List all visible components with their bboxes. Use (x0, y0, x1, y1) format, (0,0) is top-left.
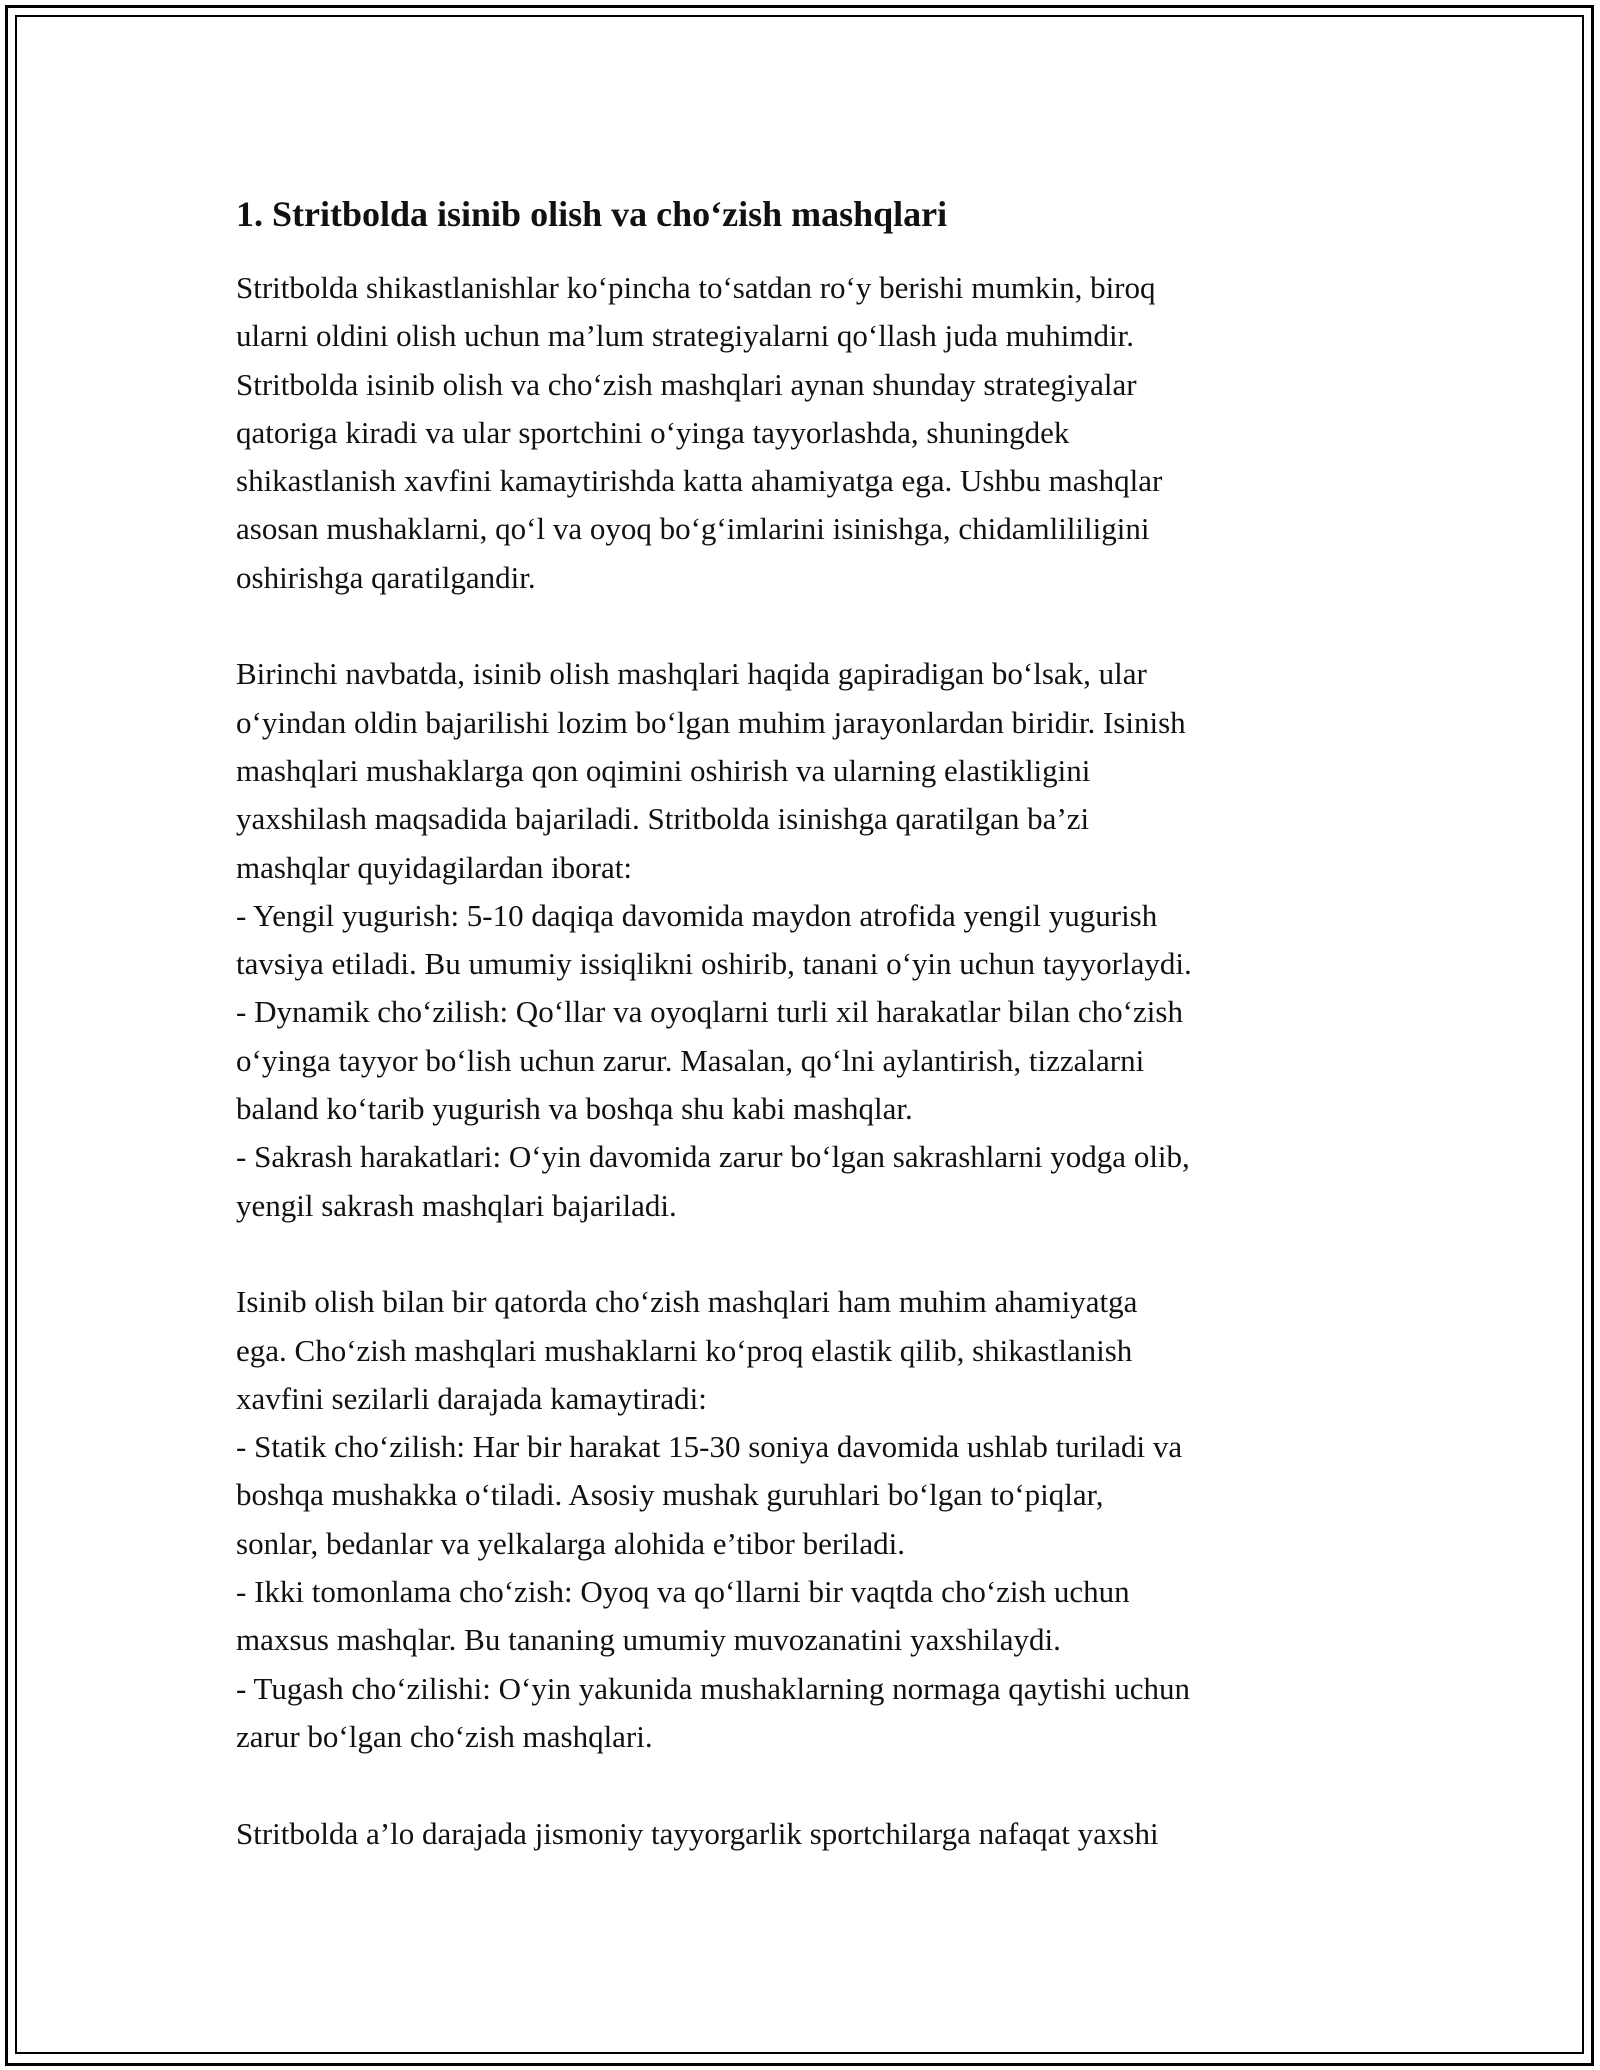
document-page (236, 190, 1406, 1858)
list-item-line: o‘yinga tayyor bo‘lish uchun zarur. Masalan, qo‘lni aylantirish, tizzalarni (236, 1042, 1145, 1078)
text-line: asosan mushaklarni, qo‘l va oyoq bo‘g‘imlarini isinishga, chidamlililigini (236, 511, 1150, 547)
text-line: mashqlar quyidagilardan iborat: (236, 849, 632, 885)
list-item-line: - Sakrash harakatlari: O‘yin davomida zarur bo‘lgan sakrashlarni yodga olib, (236, 1139, 1190, 1175)
text-line: shikastlanish xavfini kamaytirishda katta ahamiyatga ega. Ushbu mashqlar (236, 463, 1163, 499)
list-item-line: - Tugash cho‘zilishi: O‘yin yakunida mushaklarning normaga qaytishi uchun (236, 1670, 1190, 1706)
section-heading: 1. Stritbolda isinib olish va cho‘zish mashqlari (236, 194, 948, 234)
list-item-line: - Dynamik cho‘zilish: Qo‘llar va oyoqlarni turli xil harakatlar bilan cho‘zish (236, 994, 1183, 1030)
list-item-line: sonlar, bedanlar va yelkalarga alohida e’tibor beriladi. (236, 1525, 906, 1561)
text-line: ularni oldini olish uchun ma’lum strategiyalarni qo‘llash juda muhimdir. (236, 318, 1134, 354)
list-item-line: baland ko‘tarib yugurish va boshqa shu kabi mashqlar. (236, 1091, 913, 1127)
paragraph-spacer (236, 1230, 1406, 1278)
text-line: yaxshilash maqsadida bajariladi. Stritbolda isinishga qaratilgan ba’zi (236, 801, 1090, 837)
paragraph-spacer (236, 602, 1406, 650)
text-line: Isinib olish bilan bir qatorda cho‘zish mashqlari ham muhim ahamiyatga (236, 1284, 1138, 1320)
list-item-line: boshqa mushakka o‘tiladi. Asosiy mushak guruhlari bo‘lgan to‘piqlar, (236, 1477, 1104, 1513)
text-line: mashqlari mushaklarga qon oqimini oshirish va ularning elastikligini (236, 752, 1091, 788)
text-line: Birinchi navbatda, isinib olish mashqlari haqida gapiradigan bo‘lsak, ular (236, 656, 1147, 692)
paragraph-warmup (236, 650, 1406, 1230)
text-line: xavfini sezilarli darajada kamaytiradi: (236, 1380, 707, 1416)
list-item-line: - Statik cho‘zilish: Har bir harakat 15-30 soniya davomida ushlab turiladi va (236, 1429, 1183, 1465)
text-line: Stritbolda a’lo darajada jismoniy tayyorgarlik sportchilarga nafaqat yaxshi (236, 1815, 1159, 1851)
paragraph-spacer (236, 1761, 1406, 1809)
text-line: Stritbolda isinib olish va cho‘zish mashqlari aynan shunday strategiyalar (236, 366, 1137, 402)
paragraph-conclusion (236, 1810, 1406, 1858)
text-line: ega. Cho‘zish mashqlari mushaklarni ko‘proq elastik qilib, shikastlanish (236, 1332, 1133, 1368)
text-line: Stritbolda shikastlanishlar ko‘pincha to‘satdan ro‘y berishi mumkin, biroq (236, 270, 1156, 305)
list-item-line: zarur bo‘lgan cho‘zish mashqlari. (236, 1718, 653, 1754)
list-item-line: yengil sakrash mashqlari bajariladi. (236, 1187, 677, 1223)
text-line: qatoriga kiradi va ular sportchini o‘yinga tayyorlashda, shuningdek (236, 414, 1070, 450)
text-line: oshirishga qaratilgandir. (236, 559, 536, 595)
paragraph-stretching (236, 1278, 1406, 1761)
list-item-line: - Yengil yugurish: 5-10 daqiqa davomida maydon atrofida yengil yugurish (236, 897, 1158, 933)
paragraph-intro (236, 264, 1406, 602)
list-item-line: - Ikki tomonlama cho‘zish: Oyoq va qo‘llarni bir vaqtda cho‘zish uchun (236, 1574, 1130, 1610)
list-item-line: tavsiya etiladi. Bu umumiy issiqlikni oshirib, tanani o‘yin uchun tayyorlaydi. (236, 946, 1192, 982)
list-item-line: maxsus mashqlar. Bu tananing umumiy muvozanatini yaxshilaydi. (236, 1622, 1061, 1658)
text-line: o‘yindan oldin bajarilishi lozim bo‘lgan muhim jarayonlardan biridir. Isinish (236, 704, 1186, 740)
